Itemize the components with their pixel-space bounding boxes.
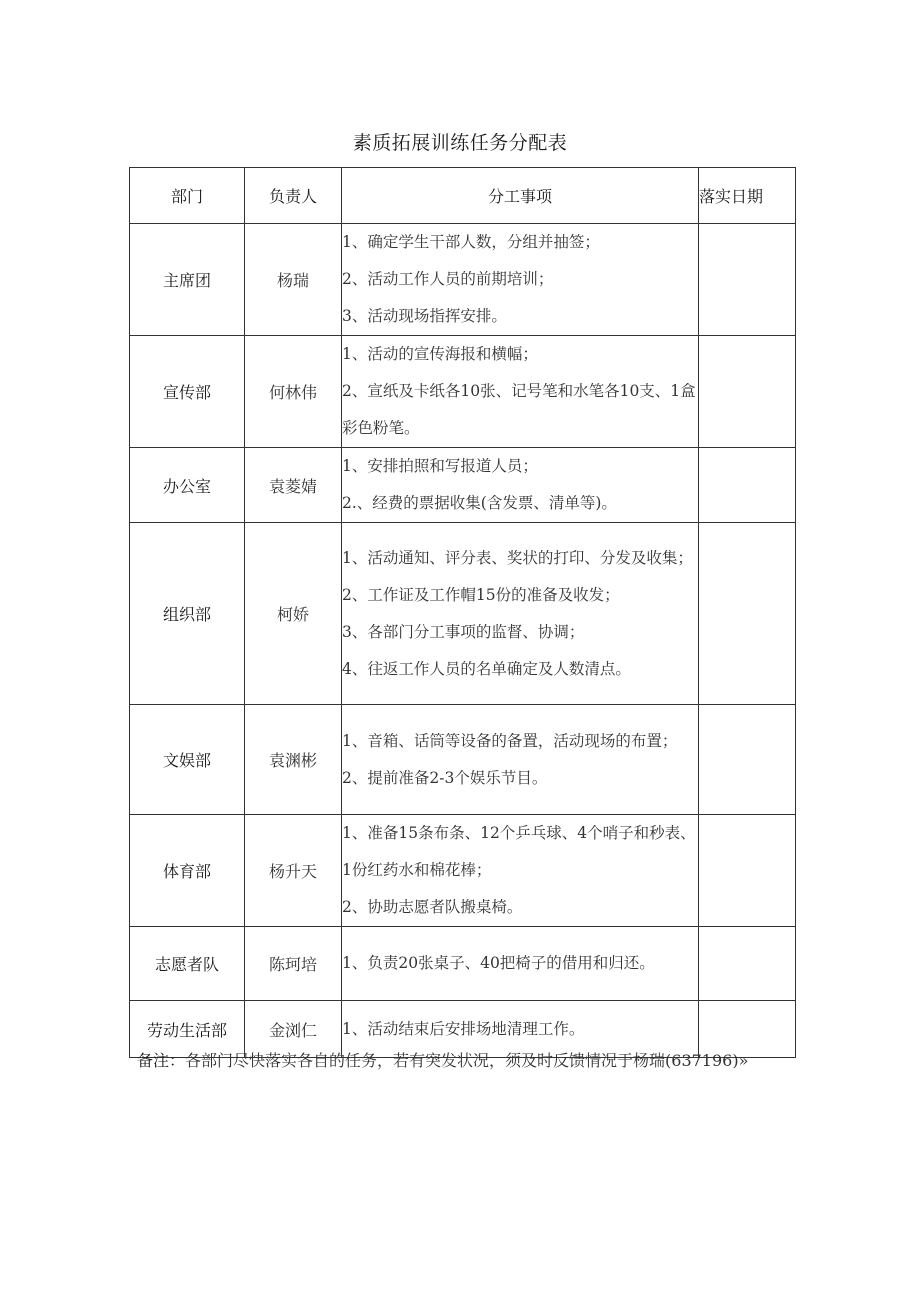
task-table xyxy=(129,167,796,1058)
task-item: 2、活动工作人员的前期培训； xyxy=(342,270,554,288)
task-item: 1、活动通知、评分表、奖状的打印、分发及收集； xyxy=(342,548,693,567)
task-item: 3、各部门分工事项的监督、协调； xyxy=(342,622,585,641)
task-item: 1、活动的宣传海报和横幅； xyxy=(342,345,538,363)
task-item: 1、安排拍照和写报道人员； xyxy=(342,457,538,475)
dept-cell: 文娱部 xyxy=(130,705,245,815)
table-row xyxy=(130,815,796,927)
dept-cell: 劳动生活部 xyxy=(130,1001,245,1058)
person-cell: 何林伟 xyxy=(245,336,342,448)
person-cell: 杨瑞 xyxy=(245,224,342,336)
date-cell xyxy=(699,815,796,927)
dept-cell: 志愿者队 xyxy=(130,927,245,1001)
table-row xyxy=(130,224,796,336)
person-cell: 杨升天 xyxy=(245,815,342,927)
tasks-cell xyxy=(342,927,699,1001)
person-cell: 柯娇 xyxy=(245,523,342,705)
task-item: 1、音箱、话筒等设备的备置，活动现场的布置； xyxy=(342,731,678,750)
table-row xyxy=(130,523,796,705)
person-cell: 袁渊彬 xyxy=(245,705,342,815)
task-item: 2、协助志愿者队搬桌椅。 xyxy=(342,898,523,916)
tasks-cell xyxy=(342,336,699,448)
tasks-cell xyxy=(342,815,699,927)
date-cell xyxy=(699,448,796,523)
dept-cell: 组织部 xyxy=(130,523,245,705)
header-person: 负责人 xyxy=(245,168,342,224)
date-cell xyxy=(699,927,796,1001)
task-item: 1、确定学生干部人数，分组并抽签； xyxy=(342,233,600,251)
table-row xyxy=(130,927,796,1001)
table-header-row xyxy=(130,168,796,224)
header-date: 落实日期 xyxy=(699,168,796,224)
tasks-cell xyxy=(342,523,699,705)
date-cell xyxy=(699,336,796,448)
dept-cell: 体育部 xyxy=(130,815,245,927)
page-title: 素质拓展训练任务分配表 xyxy=(352,132,568,154)
note-label: 备注： xyxy=(137,1051,186,1070)
task-item: 1、活动结束后安排场地清理工作。 xyxy=(342,1019,585,1038)
task-item: 2、宣纸及卡纸各10张、记号笔和水笔各10支、1盒彩色粉笔。 xyxy=(342,382,696,437)
task-item: 1、负责20张桌子、40把椅子的借用和归还。 xyxy=(342,954,655,972)
date-cell xyxy=(699,224,796,336)
tasks-cell xyxy=(342,448,699,523)
table-row xyxy=(130,448,796,523)
task-item: 3、活动现场指挥安排。 xyxy=(342,307,507,325)
table-body xyxy=(130,224,796,1058)
dept-cell: 主席团 xyxy=(130,224,245,336)
date-cell xyxy=(699,705,796,815)
date-cell xyxy=(699,523,796,705)
person-cell: 袁菱婧 xyxy=(245,448,342,523)
task-item: 1、准备15条布条、12个乒乓球、4个哨子和秒表、1份红药水和棉花棒； xyxy=(342,824,696,879)
task-item: 2.、经费的票据收集(含发票、清单等)。 xyxy=(342,494,617,512)
table-row xyxy=(130,336,796,448)
header-dept: 部门 xyxy=(130,168,245,224)
person-cell: 金浏仁 xyxy=(245,1001,342,1058)
task-item: 4、往返工作人员的名单确定及人数清点。 xyxy=(342,659,631,678)
tasks-cell xyxy=(342,705,699,815)
tasks-cell xyxy=(342,224,699,336)
table-row xyxy=(130,705,796,815)
person-cell: 陈珂培 xyxy=(245,927,342,1001)
dept-cell: 办公室 xyxy=(130,448,245,523)
note-text: 各部门尽快落实各自的任务，若有突发状况，须及时反馈情况于杨瑞(637196)» xyxy=(185,1051,749,1070)
note xyxy=(137,1047,777,1075)
dept-cell: 宣传部 xyxy=(130,336,245,448)
task-item: 2、工作证及工作帽15份的准备及收发； xyxy=(342,585,620,604)
task-item: 2、提前准备2-3个娱乐节目。 xyxy=(342,768,548,787)
header-tasks: 分工事项 xyxy=(342,168,699,224)
